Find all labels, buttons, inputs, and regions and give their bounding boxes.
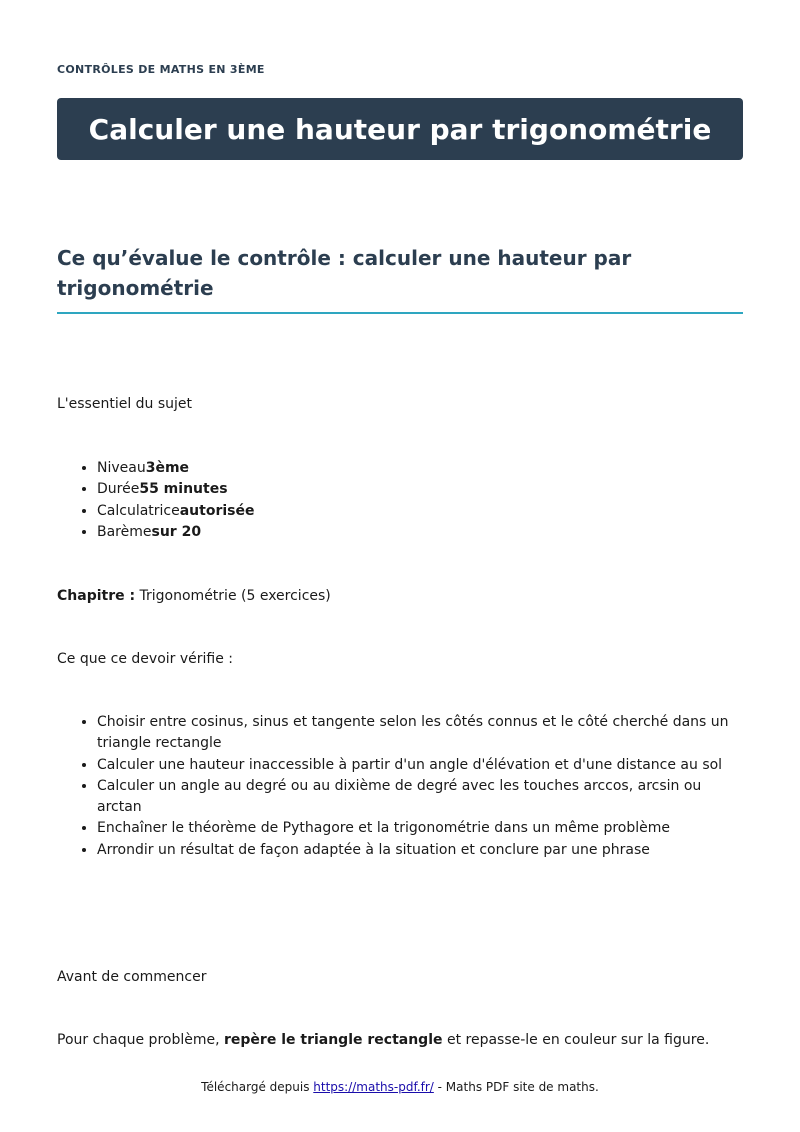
- fact-label: Durée: [97, 481, 140, 498]
- essentials-heading: L'essentiel du sujet: [57, 396, 193, 412]
- list-item: • Enchaîner le théorème de Pythagore et la trigonométrie dans un même problème: [97, 818, 743, 839]
- chapter-value: Trigonométrie (5 exercices): [135, 588, 331, 604]
- series-kicker: CONTRÔLES DE MATHS EN 3ÈME: [57, 63, 265, 76]
- list-item: • Calculer un angle au degré ou au dixième de degré avec les touches arccos, arcsin ou arctan: [97, 776, 743, 819]
- checks-list: [57, 712, 743, 861]
- list-item: • Choisir entre cosinus, sinus et tangente selon les côtés connus et le côté cherché dans un triangle rectangle: [97, 712, 743, 755]
- before-heading: Avant de commencer: [57, 969, 207, 985]
- footer-prefix: Téléchargé depuis: [201, 1080, 314, 1094]
- essentials-item-duration: [97, 479, 743, 500]
- fact-value: autorisée: [179, 502, 255, 519]
- fact-label: Niveau: [97, 460, 146, 476]
- source-link[interactable]: https://maths-pdf.fr/: [313, 1080, 434, 1094]
- essentials-item-grading: [97, 522, 743, 543]
- before-text-emphasis: repère le triangle rectangle: [224, 1032, 443, 1048]
- before-text: [57, 1030, 709, 1051]
- fact-value: sur 20: [151, 523, 202, 540]
- checks-heading: Ce que ce devoir vérifie :: [57, 651, 234, 667]
- title-banner: [57, 98, 743, 160]
- page-footer: [0, 1080, 800, 1094]
- page-title: Calculer une hauteur par trigonométrie: [88, 112, 712, 146]
- list-item: • Arrondir un résultat de façon adaptée à la situation et conclure par une phrase: [97, 840, 743, 861]
- essentials-item-calculator: [97, 501, 743, 522]
- chapter-label: Chapitre :: [57, 588, 136, 604]
- fact-label: Barème: [97, 523, 152, 540]
- chapter-line: [57, 586, 331, 607]
- fact-value: 55 minutes: [139, 481, 228, 498]
- before-text-end: et repasse-le en couleur sur la figure.: [442, 1032, 710, 1048]
- essentials-list: [57, 458, 743, 543]
- list-item: • Calculer une hauteur inaccessible à partir d'un angle d'élévation et d'une distance au sol: [97, 755, 743, 776]
- section-title: Ce qu’évalue le contrôle : calculer une hauteur par trigonométrie: [57, 243, 743, 314]
- essentials-item-level: [97, 458, 743, 479]
- before-text-start: Pour chaque problème,: [57, 1032, 225, 1048]
- footer-suffix: - Maths PDF site de maths.: [433, 1080, 599, 1094]
- fact-label: Calculatrice: [97, 502, 180, 519]
- fact-value: 3ème: [145, 460, 190, 476]
